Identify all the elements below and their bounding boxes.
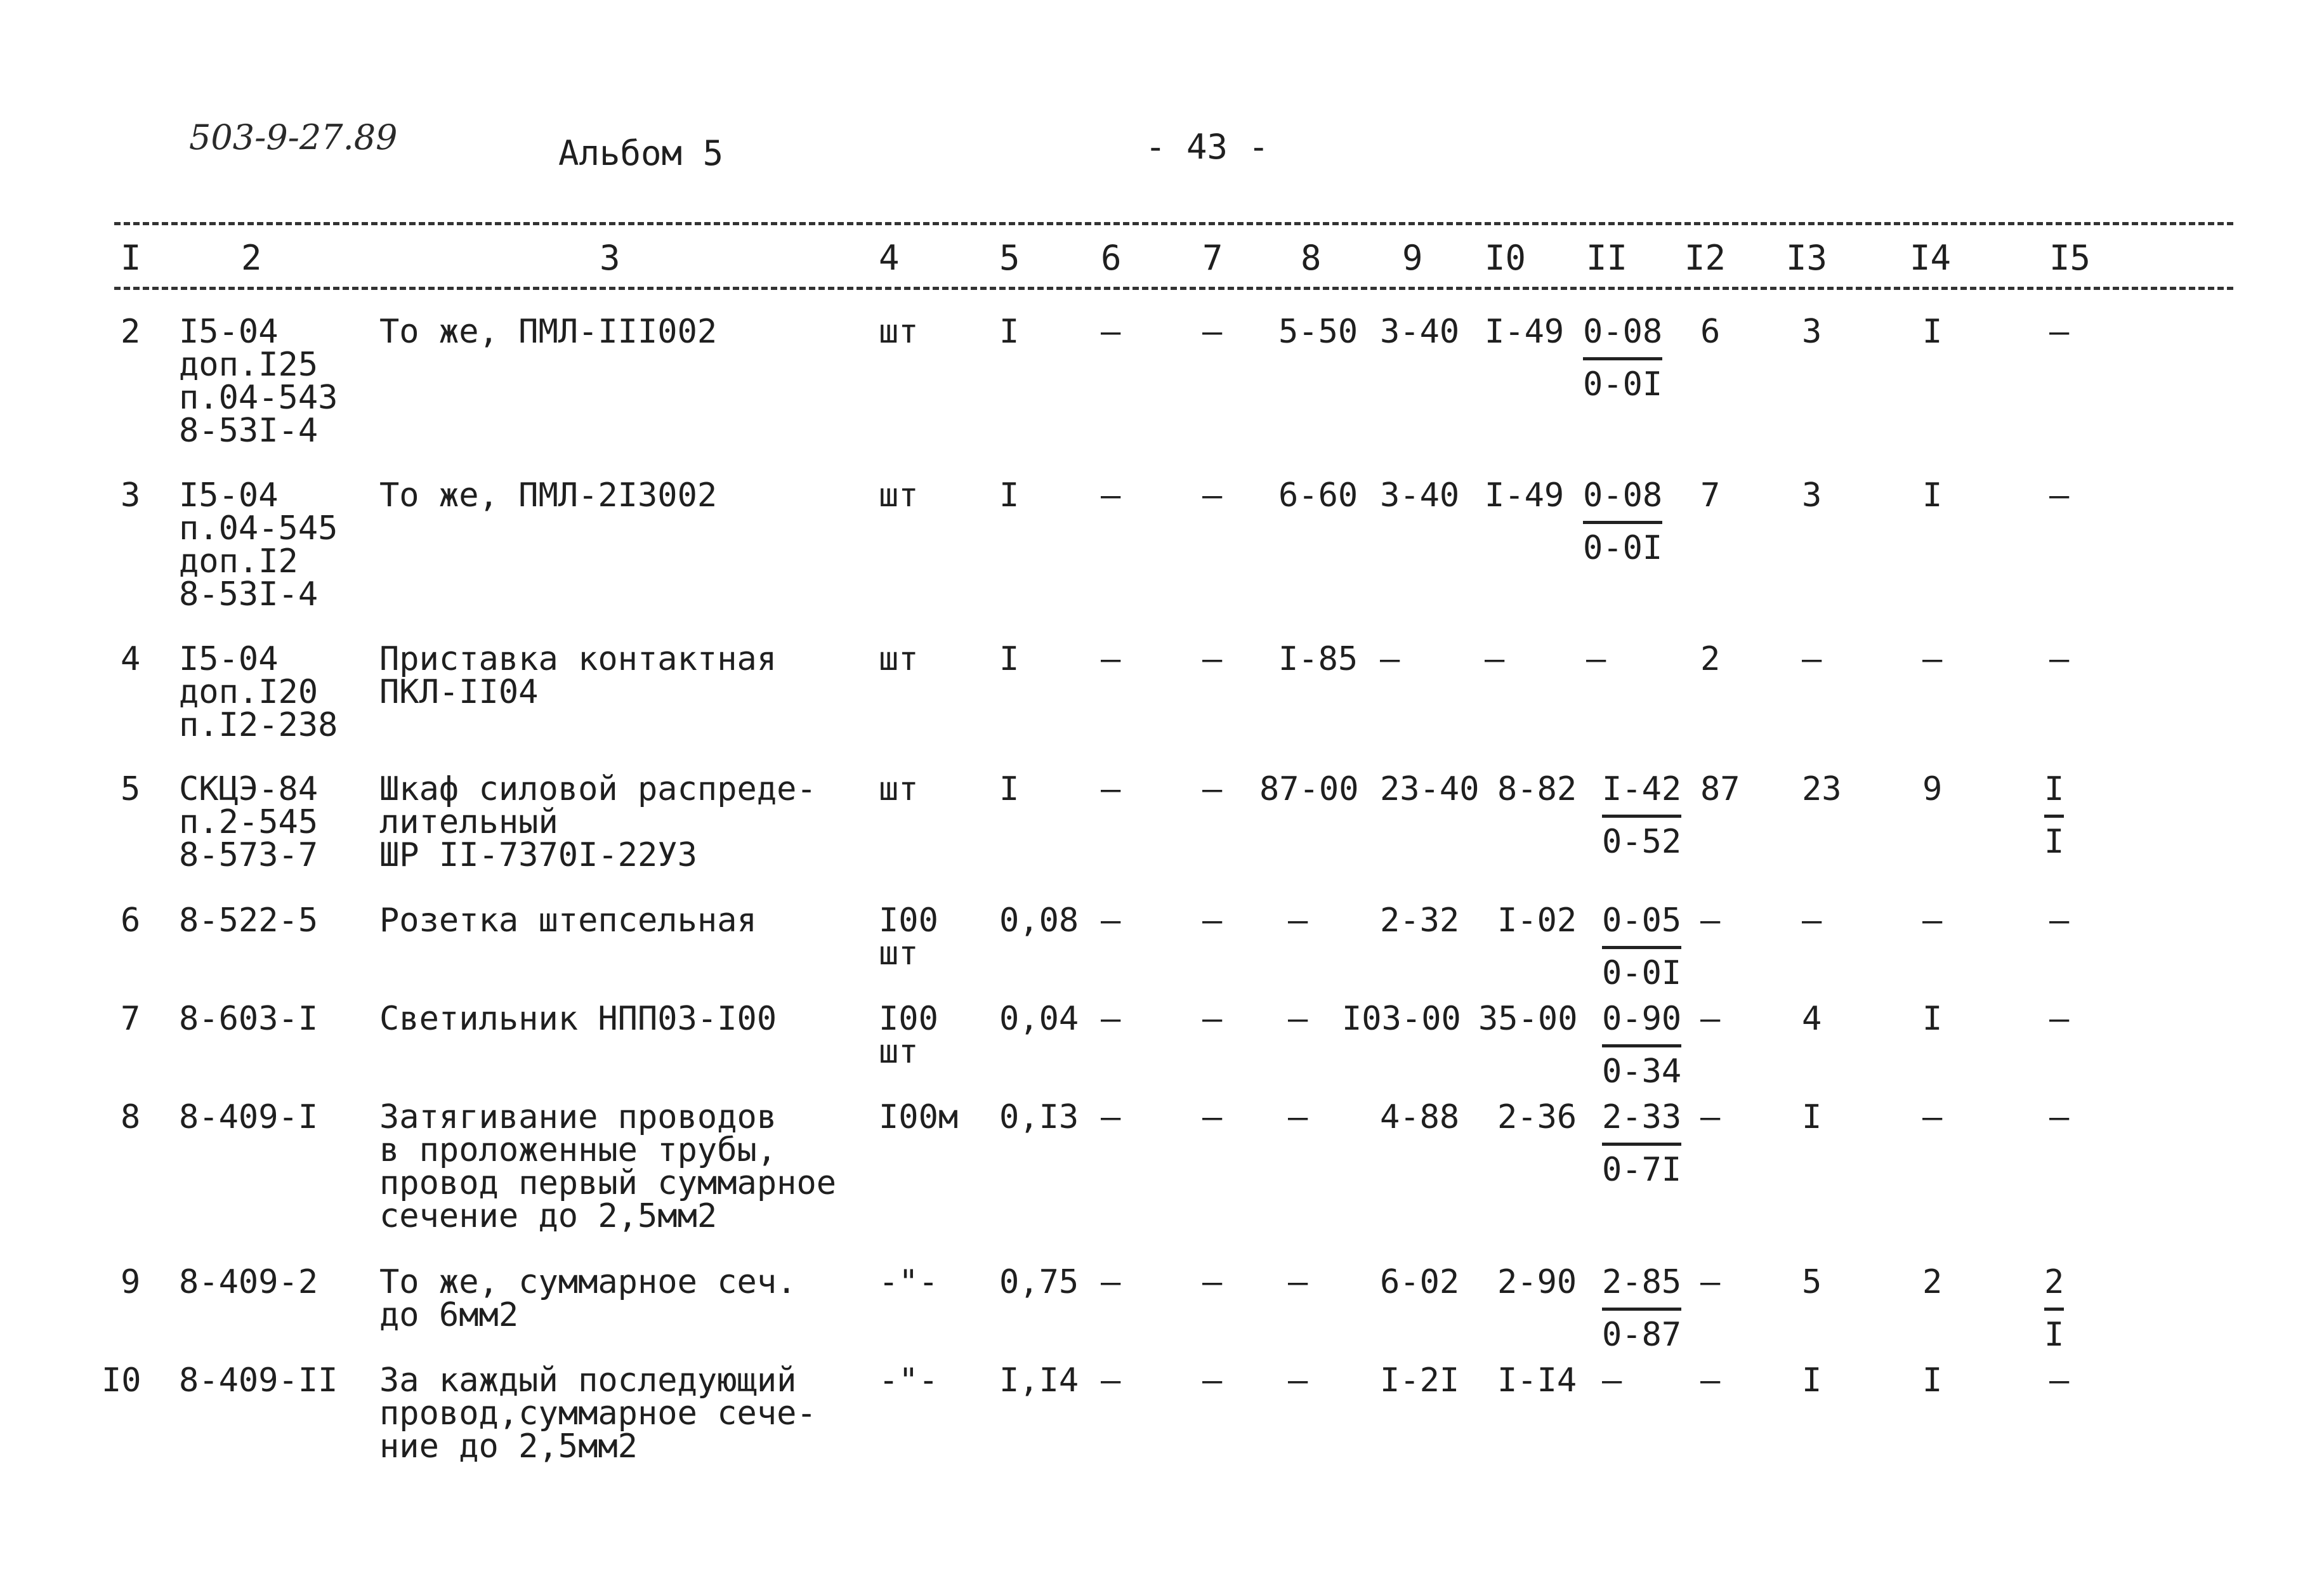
col-15: –: [2049, 313, 2070, 351]
work-name: То же, ПМЛ-2I3002: [379, 476, 718, 515]
work-name: Светильник НПП03-I00: [379, 1000, 777, 1038]
col-6: –: [1101, 770, 1121, 808]
col-head-15: I5: [2049, 238, 2091, 278]
unit: шт: [879, 770, 919, 808]
col-12: 87: [1700, 770, 1740, 808]
col-11-fraction: $\frac{0-08}{0-0I}$: [1583, 476, 1663, 567]
col-9: 2-32: [1380, 902, 1460, 940]
col-10: 2-36: [1497, 1098, 1577, 1136]
row-number: 5: [121, 770, 141, 808]
col-14: –: [1922, 902, 1943, 940]
row-number: 9: [121, 1263, 141, 1301]
header-top-rule: [114, 222, 2233, 225]
work-name: Шкаф силовой распреде- лительный ШР II-7370I-22У3: [379, 770, 817, 874]
col-9: 3-40: [1380, 313, 1460, 351]
col-14: –: [1922, 640, 1943, 678]
col-head-9: 9: [1402, 238, 1423, 278]
col-11-fraction: $\frac{2-33}{0-7I}$: [1602, 1098, 1682, 1189]
col-6: –: [1101, 640, 1121, 678]
col-11-fraction: $\frac{0-05}{0-0I}$: [1602, 902, 1682, 992]
col-11: –: [1586, 640, 1606, 678]
col-13: 3: [1802, 476, 1822, 515]
norm-code: I5-04 п.04-545 доп.I2 8-53I-4: [179, 476, 338, 613]
col-head-6: 6: [1101, 238, 1122, 278]
col-14: 9: [1922, 770, 1943, 808]
col-11-fraction: $\frac{I-42}{0-52}$: [1602, 770, 1682, 861]
col-11-fraction: $\frac{0-90}{0-34}$: [1602, 1000, 1682, 1091]
col-head-14: I4: [1910, 238, 1952, 278]
col-11: –: [1602, 1361, 1622, 1400]
quantity: 0,04: [999, 1000, 1079, 1038]
col-12: 7: [1700, 476, 1721, 515]
col-10: 35-00: [1478, 1000, 1578, 1038]
col-7: –: [1202, 1098, 1223, 1136]
col-13: 23: [1802, 770, 1842, 808]
col-head-12: I2: [1684, 238, 1726, 278]
col-8: I-85: [1278, 640, 1358, 678]
col-head-2: 2: [241, 238, 262, 278]
work-name: То же, ПМЛ-III002: [379, 313, 718, 351]
col-9: I03-00: [1342, 1000, 1461, 1038]
quantity: 0,75: [999, 1263, 1079, 1301]
col-8: –: [1288, 1361, 1308, 1400]
col-6: –: [1101, 476, 1121, 515]
row-number: 3: [121, 476, 141, 515]
col-head-11: II: [1586, 238, 1628, 278]
norm-code: I5-04 доп.I25 п.04-543 8-53I-4: [179, 313, 338, 450]
col-head-8: 8: [1301, 238, 1322, 278]
col-6: –: [1101, 313, 1121, 351]
col-head-1: I: [121, 238, 141, 278]
col-head-4: 4: [879, 238, 900, 278]
col-12: 2: [1700, 640, 1721, 678]
col-13: 5: [1802, 1263, 1822, 1301]
work-name: То же, суммарное сеч. до 6мм2: [379, 1263, 797, 1334]
col-8: 5-50: [1278, 313, 1358, 351]
col-14: I: [1922, 1361, 1943, 1400]
col-6: –: [1101, 1361, 1121, 1400]
norm-code: 8-409-2: [179, 1263, 318, 1301]
quantity: I: [999, 476, 1020, 515]
quantity: I: [999, 640, 1020, 678]
col-head-3: 3: [600, 238, 620, 278]
col-11-fraction: $\frac{2-85}{0-87}$: [1602, 1263, 1682, 1354]
unit: I00м: [879, 1098, 959, 1136]
col-9: 6-02: [1380, 1263, 1460, 1301]
col-9: 4-88: [1380, 1098, 1460, 1136]
row-number: 6: [121, 902, 141, 940]
col-8: –: [1288, 1000, 1308, 1038]
unit: -"-: [879, 1361, 938, 1400]
unit: -"-: [879, 1263, 938, 1301]
col-10: I-02: [1497, 902, 1577, 940]
col-10: 8-82: [1497, 770, 1577, 808]
header-bottom-rule: [114, 287, 2233, 290]
col-7: –: [1202, 1361, 1223, 1400]
col-14: I: [1922, 313, 1943, 351]
col-10: I-I4: [1497, 1361, 1577, 1400]
unit: шт: [879, 476, 919, 515]
unit: шт: [879, 640, 919, 678]
col-13: 3: [1802, 313, 1822, 351]
col-12: –: [1700, 1263, 1721, 1301]
col-10: –: [1485, 640, 1505, 678]
document-code: 503-9-27.89: [189, 117, 398, 157]
col-head-13: I3: [1786, 238, 1828, 278]
col-8: 6-60: [1278, 476, 1358, 515]
work-name: Розетка штепсельная: [379, 902, 757, 940]
col-6: –: [1101, 1098, 1121, 1136]
album-label: Альбом 5: [558, 133, 724, 173]
norm-code: 8-603-I: [179, 1000, 318, 1038]
work-name: Затягивание проводов в проложенные трубы, провод первый суммарное сечение до 2,5мм2: [379, 1098, 837, 1235]
col-15: –: [2049, 1361, 2070, 1400]
col-13: 4: [1802, 1000, 1822, 1038]
col-14: 2: [1922, 1263, 1943, 1301]
unit: I00 шт: [879, 902, 938, 973]
col-7: –: [1202, 476, 1223, 515]
col-9: I-2I: [1380, 1361, 1460, 1400]
norm-code: 8-409-I: [179, 1098, 318, 1136]
row-number: 8: [121, 1098, 141, 1136]
col-12: –: [1700, 1098, 1721, 1136]
col-15: –: [2049, 1098, 2070, 1136]
quantity: I: [999, 313, 1020, 351]
col-6: –: [1101, 902, 1121, 940]
quantity: I,I4: [999, 1361, 1079, 1400]
col-13: I: [1802, 1098, 1822, 1136]
col-12: 6: [1700, 313, 1721, 351]
col-14: –: [1922, 1098, 1943, 1136]
row-number: I0: [102, 1361, 141, 1400]
col-13: I: [1802, 1361, 1822, 1400]
page-number: - 43 -: [1145, 127, 1270, 167]
col-14: I: [1922, 1000, 1943, 1038]
quantity: I: [999, 770, 1020, 808]
col-15: –: [2049, 902, 2070, 940]
col-7: –: [1202, 313, 1223, 351]
col-8: 87-00: [1259, 770, 1359, 808]
col-15-fraction: $\frac{2}{I}$: [2044, 1263, 2065, 1354]
norm-code: СКЦЭ-84 п.2-545 8-573-7: [179, 770, 318, 874]
col-7: –: [1202, 1263, 1223, 1301]
norm-code: 8-409-II: [179, 1361, 338, 1400]
row-number: 7: [121, 1000, 141, 1038]
col-12: –: [1700, 1361, 1721, 1400]
col-head-7: 7: [1202, 238, 1223, 278]
col-10: I-49: [1485, 313, 1565, 351]
col-15-fraction: $\frac{I}{I}$: [2044, 770, 2065, 861]
col-6: –: [1101, 1000, 1121, 1038]
col-8: –: [1288, 1098, 1308, 1136]
norm-code: I5-04 доп.I20 п.I2-238: [179, 640, 338, 744]
col-9: 23-40: [1380, 770, 1480, 808]
unit: шт: [879, 313, 919, 351]
col-7: –: [1202, 640, 1223, 678]
col-14: I: [1922, 476, 1943, 515]
norm-code: 8-522-5: [179, 902, 318, 940]
row-number: 4: [121, 640, 141, 678]
col-10: I-49: [1485, 476, 1565, 515]
work-name: Приставка контактная ПКЛ-II04: [379, 640, 777, 711]
col-10: 2-90: [1497, 1263, 1577, 1301]
col-head-10: I0: [1485, 238, 1526, 278]
col-7: –: [1202, 770, 1223, 808]
col-9: 3-40: [1380, 476, 1460, 515]
work-name: За каждый последующий провод,суммарное сече- ние до 2,5мм2: [379, 1361, 817, 1466]
col-7: –: [1202, 902, 1223, 940]
col-13: –: [1802, 640, 1822, 678]
col-8: –: [1288, 1263, 1308, 1301]
col-15: –: [2049, 1000, 2070, 1038]
col-8: –: [1288, 902, 1308, 940]
col-12: –: [1700, 902, 1721, 940]
col-13: –: [1802, 902, 1822, 940]
row-number: 2: [121, 313, 141, 351]
col-15: –: [2049, 476, 2070, 515]
col-head-5: 5: [999, 238, 1020, 278]
col-12: –: [1700, 1000, 1721, 1038]
quantity: 0,I3: [999, 1098, 1079, 1136]
col-9: –: [1380, 640, 1400, 678]
quantity: 0,08: [999, 902, 1079, 940]
col-11-fraction: $\frac{0-08}{0-0I}$: [1583, 313, 1663, 403]
col-15: –: [2049, 640, 2070, 678]
unit: I00 шт: [879, 1000, 938, 1071]
col-6: –: [1101, 1263, 1121, 1301]
col-7: –: [1202, 1000, 1223, 1038]
